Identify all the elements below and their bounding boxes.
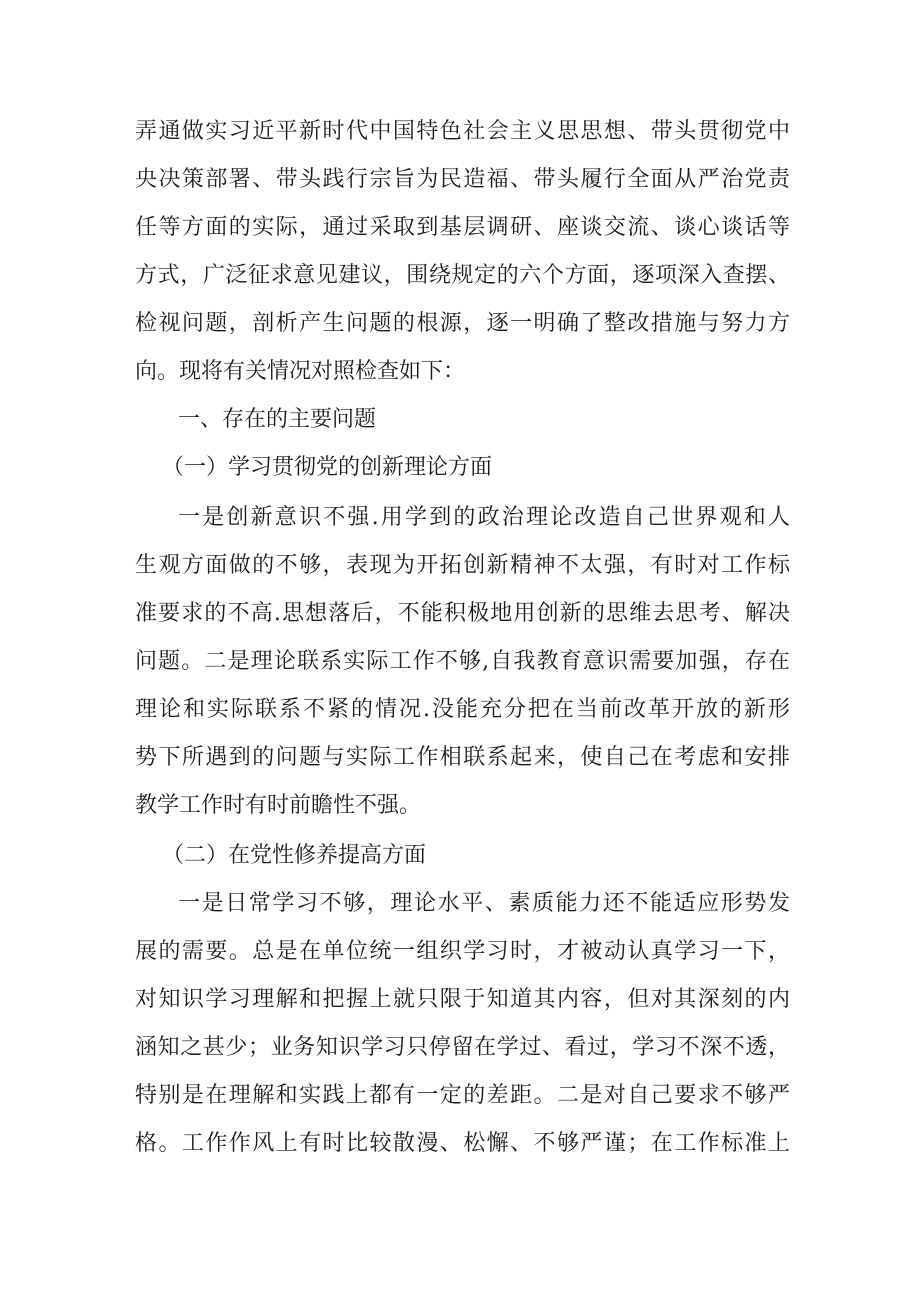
body-line: 展的需要。总是在单位统一组织学习时，才被动认真学习一下，: [135, 939, 790, 964]
body-line: 方式，广泛征求意见建议，围绕规定的六个方面，逐项深入查摆、: [135, 263, 790, 288]
body-line: 生观方面做的不够，表现为开拓创新精神不太强，有时对工作标: [135, 553, 790, 578]
body-line: 特别是在理解和实践上都有一定的差距。二是对自己要求不够严: [135, 1083, 790, 1108]
subsection-heading: （一）学习贯彻党的创新理论方面: [162, 455, 493, 480]
body-line: 势下所遇到的问题与实际工作相联系起来，使自己在考虑和安排: [135, 745, 790, 770]
body-line: 问题。二是理论联系实际工作不够,自我教育意识需要加强，存在: [135, 649, 790, 674]
body-line: 教学工作时有时前瞻性不强。: [135, 793, 422, 818]
body-line: 央决策部署、带头践行宗旨为民造福、带头履行全面从严治党责: [135, 167, 790, 192]
paragraph-first-line: 一是日常学习不够，理论水平、素质能力还不能适应形势发: [178, 891, 790, 916]
body-line: 理论和实际联系不紧的情况.没能充分把在当前改革开放的新形: [135, 697, 790, 722]
body-line: 准要求的不高.思想落后，不能积极地用创新的思维去思考、解决: [135, 601, 790, 626]
subsection-heading: （二）在党性修养提高方面: [162, 843, 427, 868]
body-line: 向。现将有关情况对照检查如下：: [135, 359, 466, 384]
body-line: 任等方面的实际，通过采取到基层调研、座谈交流、谈心谈话等: [135, 215, 790, 240]
paragraph-first-line: 一是创新意识不强.用学到的政治理论改造自己世界观和人: [178, 505, 790, 530]
body-line: 弄通做实习近平新时代中国特色社会主义思思想、带头贯彻党中: [135, 119, 790, 144]
body-line: 对知识学习理解和把握上就只限于知道其内容，但对其深刻的内: [135, 987, 790, 1012]
body-line: 格。工作作风上有时比较散漫、松懈、不够严谨；在工作标准上: [135, 1131, 790, 1156]
body-line: 检视问题，剖析产生问题的根源，逐一明确了整改措施与努力方: [135, 311, 790, 336]
section-heading: 一、存在的主要问题: [178, 407, 377, 432]
body-line: 涵知之甚少；业务知识学习只停留在学过、看过，学习不深不透，: [135, 1035, 790, 1060]
